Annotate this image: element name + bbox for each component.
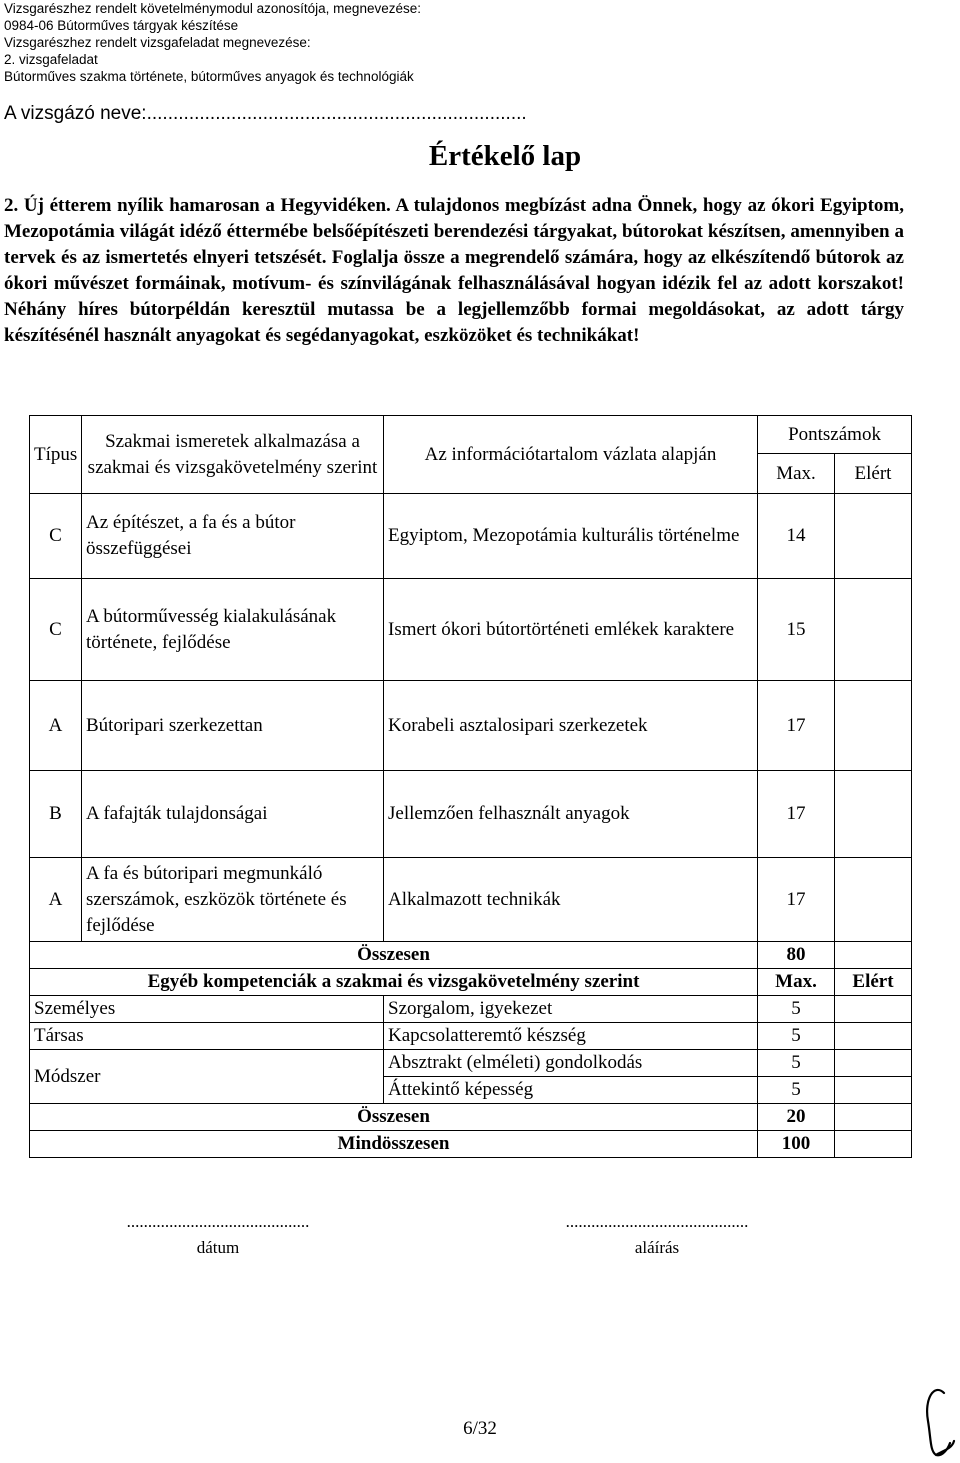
- competency-max: 5: [758, 1050, 835, 1077]
- sign-dots: ...........................................: [565, 1212, 749, 1231]
- subtotal-row: [30, 942, 912, 969]
- row-achieved: [835, 579, 912, 681]
- row-outline: Egyiptom, Mezopotámia kulturális történelme: [384, 494, 758, 579]
- competency-max: 5: [758, 1077, 835, 1104]
- row-max: 17: [758, 858, 835, 942]
- row-max: 17: [758, 771, 835, 858]
- grand-total-label: Mindösszesen: [30, 1131, 758, 1158]
- row-achieved: [835, 858, 912, 942]
- task-description: 2. Új étterem nyílik hamarosan a Hegyvidéken. A tulajdonos megbízást adna Önnek, hogy az ókori Egyiptom, Mezopotámia világát idéző éttermébe belsőépítészeti berendezési tárgyakat, bútorokat készítsen, amennyiben a tervek és az ismertetés elnyeri tetszését. Foglalja össze a megrendelő számára, hogy az elkészítendő bútorok az ókori művészet formáinak, motívum- és színvilágának felhasználásával hogyan idézik fel az adott korszakot! Néhány híres bútorpéldán keresztül mutassa be a legjellemzőbb formai megoldásokat, az adott tárgy készítésénél használt anyagokat és segédanyagokat, eszközöket és technikákat!: [4, 195, 904, 346]
- competency-category: Társas: [30, 1023, 384, 1050]
- row-outline: Alkalmazott technikák: [384, 858, 758, 942]
- table-row: [30, 681, 912, 771]
- competency-achieved: [835, 1077, 912, 1104]
- competency-item: Áttekintő képesség: [384, 1077, 758, 1104]
- row-outline: Korabeli asztalosipari szerkezetek: [384, 681, 758, 771]
- subtotal-label: Összesen: [30, 942, 758, 969]
- competency-item: Szorgalom, igyekezet: [384, 996, 758, 1023]
- page-title: Értékelő lap: [428, 140, 582, 172]
- page-number: 6/32: [463, 1418, 497, 1439]
- other-total-achieved: [835, 1104, 912, 1131]
- handwritten-initial-icon: [922, 1385, 956, 1459]
- header-line: Vizsgarészhez rendelt követelménymodul azonosítója, megnevezése:: [4, 1, 421, 16]
- competency-category: Személyes: [30, 996, 384, 1023]
- table-row: [30, 771, 912, 858]
- subtotal-value: 80: [758, 942, 835, 969]
- sign-signature-block: [517, 1212, 797, 1258]
- grand-total-row: [30, 1131, 912, 1158]
- competency-row: [30, 1050, 912, 1077]
- row-type: A: [30, 681, 82, 771]
- row-knowledge: A bútorművesség kialakulásának története, fejlődése: [82, 579, 384, 681]
- other-achieved-header: Elért: [835, 969, 912, 996]
- header-line: 0984-06 Bútorműves tárgyak készítése: [4, 18, 239, 33]
- competency-item: Kapcsolatteremtő készség: [384, 1023, 758, 1050]
- competency-achieved: [835, 996, 912, 1023]
- date-signature-block: [78, 1212, 358, 1258]
- row-achieved: [835, 771, 912, 858]
- competency-row: [30, 996, 912, 1023]
- row-type: C: [30, 579, 82, 681]
- competency-max: 5: [758, 996, 835, 1023]
- row-achieved: [835, 494, 912, 579]
- other-max-header: Max.: [758, 969, 835, 996]
- other-total-label: Összesen: [30, 1104, 758, 1131]
- examinee-name-field: A vizsgázó neve:........................................................................: [4, 103, 527, 124]
- row-knowledge: Bútoripari szerkezettan: [82, 681, 384, 771]
- competency-achieved: [835, 1023, 912, 1050]
- subtotal-achieved: [835, 942, 912, 969]
- header-line: Vizsgarészhez rendelt vizsgafeladat megnevezése:: [4, 35, 311, 50]
- exam-header: [4, 0, 421, 85]
- evaluation-table: [29, 415, 912, 1158]
- grand-total-achieved: [835, 1131, 912, 1158]
- grand-total-value: 100: [758, 1131, 835, 1158]
- row-max: 14: [758, 494, 835, 579]
- col-knowledge-header: Szakmai ismeretek alkalmazása a szakmai és vizsgakövetelmény szerint: [82, 416, 384, 494]
- other-competencies-title: Egyéb kompetenciák a szakmai és vizsgakövetelmény szerint: [30, 969, 758, 996]
- row-type: C: [30, 494, 82, 579]
- col-achieved-header: Elért: [835, 454, 912, 494]
- row-achieved: [835, 681, 912, 771]
- col-max-header: Max.: [758, 454, 835, 494]
- col-outline-header: Az információtartalom vázlata alapján: [384, 416, 758, 494]
- table-row: [30, 858, 912, 942]
- row-outline: Ismert ókori bútortörténeti emlékek karaktere: [384, 579, 758, 681]
- header-line: 2. vizsgafeladat: [4, 52, 98, 67]
- other-competencies-header: [30, 969, 912, 996]
- other-total-row: [30, 1104, 912, 1131]
- sign-label: aláírás: [634, 1238, 680, 1257]
- col-type-header: Típus: [30, 416, 82, 494]
- row-outline: Jellemzően felhasznált anyagok: [384, 771, 758, 858]
- competency-achieved: [835, 1050, 912, 1077]
- competency-item: Absztrakt (elméleti) gondolkodás: [384, 1050, 758, 1077]
- table-row: [30, 579, 912, 681]
- row-type: A: [30, 858, 82, 942]
- other-total-value: 20: [758, 1104, 835, 1131]
- row-knowledge: A fafajták tulajdonságai: [82, 771, 384, 858]
- table-row: [30, 494, 912, 579]
- date-dots: ...........................................: [126, 1212, 310, 1231]
- date-label: dátum: [196, 1238, 240, 1257]
- row-max: 15: [758, 579, 835, 681]
- row-knowledge: Az építészet, a fa és a bútor összefüggései: [82, 494, 384, 579]
- competency-row: [30, 1023, 912, 1050]
- row-max: 17: [758, 681, 835, 771]
- header-line: Bútorműves szakma története, bútorműves anyagok és technológiák: [4, 69, 414, 84]
- row-knowledge: A fa és bútoripari megmunkáló szerszámok, eszközök története és fejlődése: [82, 858, 384, 942]
- competency-category: Módszer: [30, 1050, 384, 1104]
- col-points-header: Pontszámok: [758, 416, 912, 454]
- row-type: B: [30, 771, 82, 858]
- competency-max: 5: [758, 1023, 835, 1050]
